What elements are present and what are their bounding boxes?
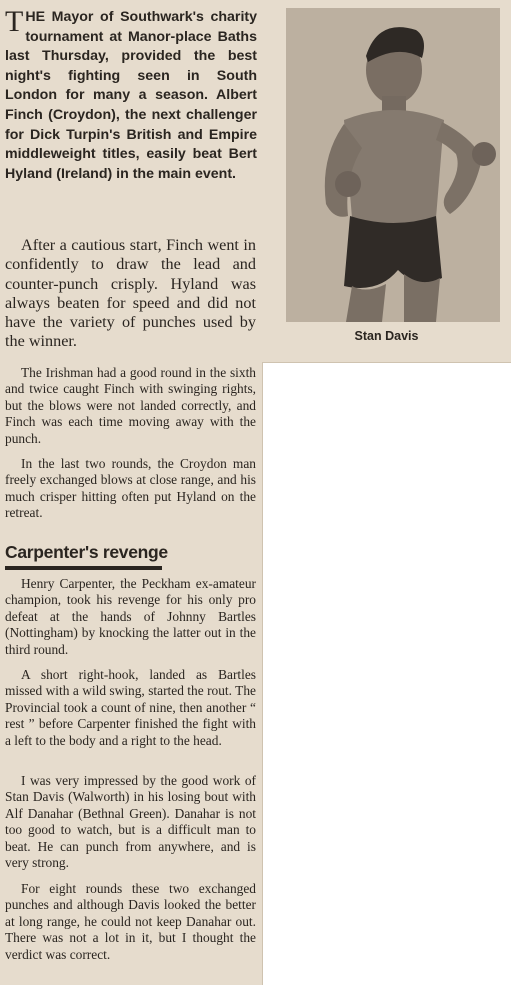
lead-paragraph bbox=[5, 5, 257, 184]
heading-rule bbox=[5, 566, 162, 570]
paragraph-4: Henry Carpenter, the Peckham ex-amateur champion, took his revenge for his only pro defeat at the hands of Johnny Bartles (Nottingham) by knocking the latter out in the third round. bbox=[5, 576, 256, 657]
boxer-illustration bbox=[286, 8, 500, 322]
drop-cap: T bbox=[5, 5, 24, 38]
photo-clipping bbox=[262, 0, 511, 363]
photo-caption: Stan Davis bbox=[354, 329, 419, 343]
paragraph-1: After a cautious start, Finch went in confidently to draw the lead and counter-punch crisply. Hyland was always beaten for speed and did not have the variety of punches used by the winner. bbox=[5, 236, 256, 351]
paragraph-2: The Irishman had a good round in the sixth and twice caught Finch with swinging rights, but the blows were not landed correctly, and Finch was each time moving away with the punch. bbox=[5, 365, 256, 446]
paragraph-3: In the last two rounds, the Croydon man freely exchanged blows at close range, and his much crisper hitting often put Hyland on the retreat. bbox=[5, 456, 256, 521]
lead-text: HE Mayor of Southwark's charity tournament at Manor-place Baths last Thursday, provided the best night's fighting seen in South London for many a season. Albert Finch (Croydon), the next challenger for Dick Turpin's British and Empire middleweight titles, easily beat Bert Hyland (Ireland) in the main event. bbox=[5, 9, 257, 182]
paragraph-6: I was very impressed by the good work of Stan Davis (Walworth) in his losing bout with Alf Danahar (Bethnal Green). Danahar is not too good to watch, but is a difficult man to beat. He can punch from anywhere, and is very strong. bbox=[5, 773, 256, 871]
boxer-photo bbox=[286, 8, 500, 322]
paragraph-5: A short right-hook, landed as Bartles missed with a wild swing, started the rout. The Provincial took a count of nine, then another “ rest ” before Carpenter finished the fight with a left to the body and a right to the head. bbox=[5, 667, 256, 748]
paragraph-7: For eight rounds these two exchanged punches and although Davis looked the better at long range, he could not keep Danahar out. There was not a lot in it, but I thought the verdict was correct. bbox=[5, 881, 256, 962]
section-heading: Carpenter's revenge bbox=[5, 542, 168, 562]
